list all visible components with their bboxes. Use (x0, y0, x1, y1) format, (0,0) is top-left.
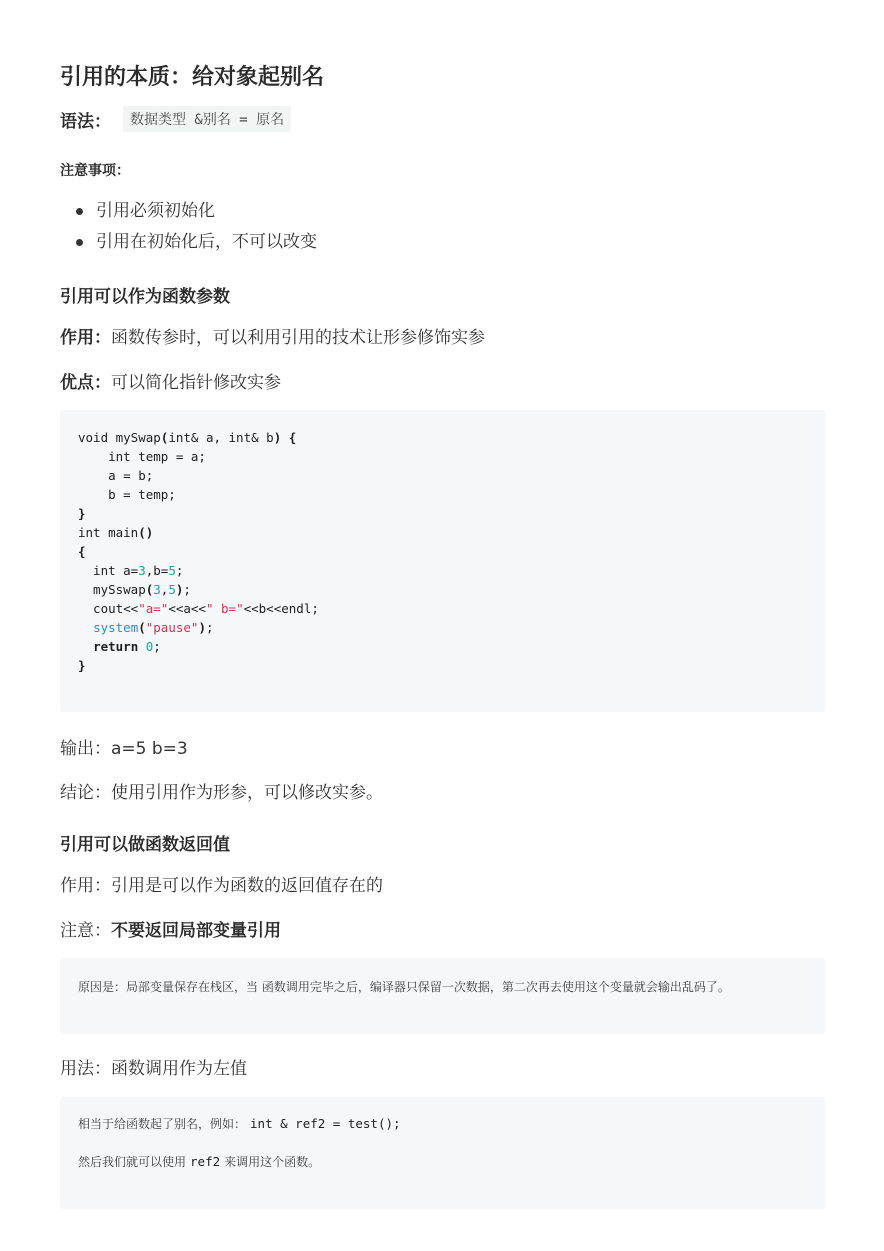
code-line: b = temp; (78, 487, 176, 502)
code-line: mySswap(3,5); (78, 582, 191, 597)
code-line: system("pause"); (93, 620, 214, 635)
section-heading-return: 引用可以做函数返回值 (60, 835, 230, 855)
usage-line-1 (78, 1115, 405, 1132)
usage-block (60, 1097, 825, 1209)
return-purpose-line: 作用：引用是可以作为函数的返回值存在的 (60, 876, 383, 896)
page-title: 引用的本质：给对象起别名 (60, 65, 325, 90)
usage-line-2-code: ref2 (190, 1154, 221, 1169)
usage-line: 用法：函数调用作为左值 (60, 1059, 247, 1079)
section-heading-params: 引用可以作为函数参数 (60, 287, 230, 307)
code-line: int temp = a; (78, 449, 206, 464)
advantage-text: 可以简化指针修改实参 (111, 373, 281, 393)
list-item: 引用必须初始化 (60, 196, 317, 227)
usage-line-1-prefix: 相当于给函数起了别名，例如： (78, 1117, 247, 1131)
code-line: } (78, 658, 86, 673)
code-line: int a=3,b=5; (78, 563, 184, 578)
usage-line-1-code: int & ref2 = test(); (250, 1116, 401, 1131)
code-line: } (78, 506, 86, 521)
usage-line-2-suffix: 来调用这个函数。 (224, 1155, 321, 1169)
return-note-line (60, 916, 281, 941)
code-content (60, 410, 825, 693)
list-item: 引用在初始化后，不可以改变 (60, 227, 317, 258)
notice-list (60, 196, 317, 258)
purpose-text: 函数传参时，可以利用引用的技术让形参修饰实参 (111, 328, 485, 348)
usage-line-2 (78, 1153, 320, 1170)
code-line: cout<<"a="<<a<<" b="<<b<<endl; (78, 601, 319, 616)
syntax-line (60, 106, 291, 132)
syntax-label: 语法： (60, 111, 111, 132)
code-line: int main() (78, 525, 154, 540)
advantage-paragraph (60, 368, 281, 393)
purpose-paragraph (60, 323, 485, 348)
code-line: { (78, 544, 86, 559)
notice-heading: 注意事项： (60, 163, 130, 179)
syntax-code: 数据类型 &别名 = 原名 (123, 106, 291, 132)
code-line: void mySwap(int& a, int& b) { (78, 430, 297, 445)
code-line: return 0; (93, 639, 161, 654)
code-line: a = b; (78, 468, 154, 483)
purpose-label: 作用： (60, 328, 111, 348)
reason-text: 原因是：局部变量保存在栈区，当 函数调用完毕之后，编译器只保留一次数据，第二次再去使用这个变量就会输出乱码了。 (78, 980, 730, 994)
usage-line-2-prefix: 然后我们就可以使用 (78, 1155, 187, 1169)
reason-block (60, 958, 825, 1034)
code-block (60, 410, 825, 712)
output-line: 输出：a=5 b=3 (60, 739, 188, 759)
note-bold: 不要返回局部变量引用 (111, 921, 281, 941)
advantage-label: 优点： (60, 373, 111, 393)
note-label: 注意： (60, 921, 111, 941)
conclusion-line: 结论：使用引用作为形参，可以修改实参。 (60, 783, 383, 803)
